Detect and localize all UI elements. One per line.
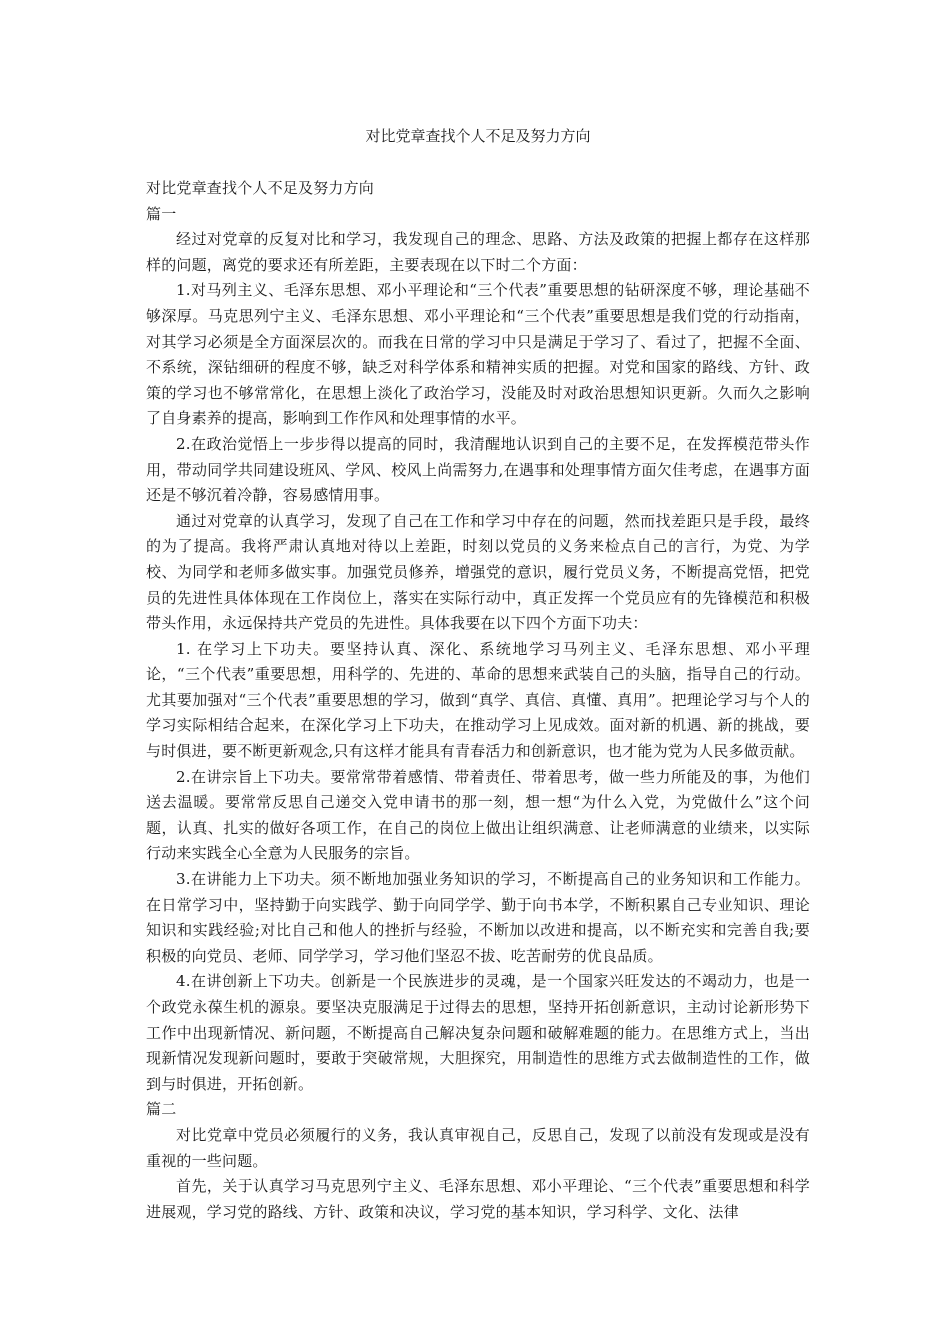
paragraph: 1. 在学习上下功夫。要坚持认真、深化、系统地学习马列主义、毛泽东思想、邓小平理论，“三个代表”重要思想，用科学的、先进的、革命的思想来武装自己的头脑，指导自己的行动。尤其要加强对“三个代表”重要思想的学习，做到“真学、真信、真懂、真用”。把理论学习与个人的学习实际相结合起来，在深化学习上下功夫，在推动学习上见成效。面对新的机遇、新的挑战，要与时俱进，要不断更新观念,只有这样才能具有青春活力和创新意识，也才能为党为人民多做贡献。	[146, 639, 810, 761]
section-heading-part-one: 篇一	[146, 204, 177, 223]
paragraph: 对比党章中党员必须履行的义务，我认真审视自己，反思自己，发现了以前没有发现或是没有重视的一些问题。	[146, 1125, 810, 1170]
paragraph: 经过对党章的反复对比和学习，我发现自己的理念、思路、方法及政策的把握上都存在这样那样的问题，离党的要求还有所差距，主要表现在以下时二个方面：	[146, 230, 810, 274]
paragraph: 首先，关于认真学习马克思列宁主义、毛泽东思想、邓小平理论、“三个代表”重要思想和科学进展观，学习党的路线、方针、政策和决议，学习党的基本知识，学习科学、文化、法律	[146, 1177, 810, 1221]
paragraph: 2.在讲宗旨上下功夫。要常常带着感情、带着责任、带着思考，做一些力所能及的事，为他们送去温暖。要常常反思自己递交入党申请书的那一刻，想一想“为什么入党，为党做什么”这个问题，认真、扎实的做好各项工作，在自己的岗位上做出让组织满意、让老师满意的业绩来，以实际行动来实践全心全意为人民服务的宗旨。	[146, 767, 810, 863]
paragraph: 通过对党章的认真学习，发现了自己在工作和学习中存在的问题，然而找差距只是手段，最终的为了提高。我将严肃认真地对待以上差距，时刻以党员的义务来检点自己的言行，为党、为学校、为同学和老师多做实事。加强党员修养，增强党的意识，履行党员义务，不断提高党悟，把党员的先进性具体体现在工作岗位上，落实在实际行动中，真正发挥一个党员应有的先锋模范和积极带头作用，永远保持共产党员的先进性。具体我要在以下四个方面下功夫：	[146, 511, 810, 633]
paragraph: 2.在政治觉悟上一步步得以提高的同时，我清醒地认识到自己的主要不足，在发挥模范带头作用，带动同学共同建设班风、学风、校风上尚需努力,在遇事和处理事情方面欠佳考虑，在遇事方面还是不够沉着冷静，容易感情用事。	[146, 434, 810, 505]
document-title: 对比党章查找个人不足及努力方向	[365, 127, 591, 145]
body-heading: 对比党章查找个人不足及努力方向	[146, 179, 375, 197]
paragraph: 3.在讲能力上下功夫。须不断地加强业务知识的学习，不断提高自己的业务知识和工作能力。在日常学习中，坚持勤于向实践学、勤于向同学学、勤于向书本学，不断积累自己专业知识、理论知识和实践经验;对比自己和他人的挫折与经验，不断加以改进和提高，以不断充实和完善自我;要积极的向党员、老师、同学学习，学习他们坚忍不拔、吃苦耐劳的优良品质。	[146, 870, 810, 965]
paragraph: 4.在讲创新上下功夫。创新是一个民族进步的灵魂，是一个国家兴旺发达的不竭动力，也是一个政党永葆生机的源泉。要坚决克服满足于过得去的思想，坚持开拓创新意识，主动讨论新形势下工作中出现新情况、新问题，不断提高自己解决复杂问题和破解难题的能力。在思维方式上，当出现新情况发现新问题时，要敢于突破常规，大胆探究，用制造性的思维方式去做制造性的工作，做到与时俱进，开拓创新。	[146, 972, 810, 1093]
paragraph: 1.对马列主义、毛泽东思想、邓小平理论和“三个代表”重要思想的钻研深度不够，理论基础不够深厚。马克思列宁主义、毛泽东思想、邓小平理论和“三个代表”重要思想是我们党的行动指南，对其学习必须是全方面深层次的。而我在日常的学习中只是满足于学习了、看过了，把握不全面、不系统，深钻细研的程度不够，缺乏对科学体系和精神实质的把握。对党和国家的路线、方针、政策的学习也不够常常化，在思想上淡化了政治学习，没能及时对政治思想知识更新。久而久之影响了自身素养的提高，影响到工作作风和处理事情的水平。	[146, 281, 810, 428]
document-body	[146, 176, 810, 1225]
section-heading-part-two: 篇二	[146, 1100, 177, 1119]
